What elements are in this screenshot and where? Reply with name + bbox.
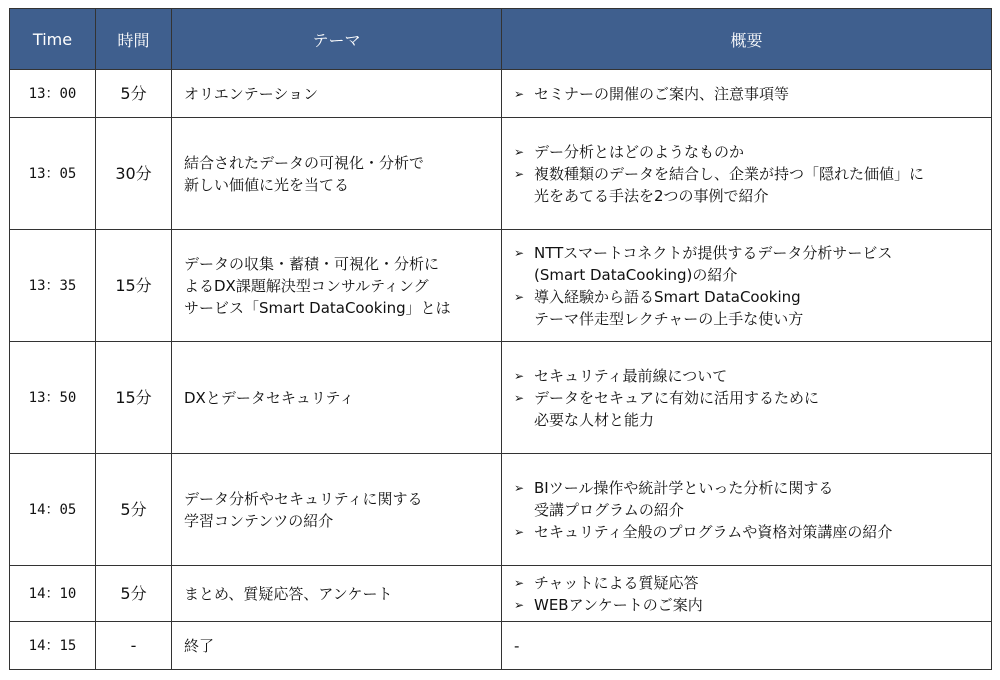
theme-cell — [172, 622, 502, 670]
summary-bullet — [514, 521, 991, 543]
theme-text: 結合されたデータの可視化・分析で 新しい価値に光を当てる — [184, 153, 425, 194]
time-cell: 14：05 — [10, 454, 96, 566]
bullet-text: デー分析とはどのようなものか — [534, 142, 745, 161]
bullet-text: 複数種類のデータを結合し、企業が持つ「隠れた価値」に 光をあてる手法を2つの事例で紹介 — [534, 164, 925, 205]
arrow-right-icon: ➢ — [514, 245, 525, 260]
theme-text: オリエンテーション — [184, 84, 319, 103]
time-cell: 13：35 — [10, 230, 96, 342]
arrow-right-icon: ➢ — [514, 166, 525, 181]
theme-cell — [172, 566, 502, 622]
time-cell: 14：15 — [10, 622, 96, 670]
summary-bullet — [514, 163, 991, 207]
summary-text: - — [514, 636, 520, 655]
summary-cell — [502, 454, 992, 566]
arrow-right-icon: ➢ — [514, 289, 525, 304]
duration-cell: 5分 — [96, 70, 172, 118]
summary-cell — [502, 342, 992, 454]
bullet-text: セキュリティ最前線について — [534, 366, 728, 385]
table-row — [10, 454, 992, 566]
bullet-text: BIツール操作や統計学といった分析に関する 受講プログラムの紹介 — [534, 478, 834, 519]
time-cell: 13：05 — [10, 118, 96, 230]
table-row — [10, 70, 992, 118]
summary-cell — [502, 230, 992, 342]
theme-cell — [172, 342, 502, 454]
summary-cell — [502, 118, 992, 230]
table-row — [10, 342, 992, 454]
theme-text: まとめ、質疑応答、アンケート — [184, 584, 393, 603]
summary-bullet — [514, 477, 991, 521]
theme-text: データ分析やセキュリティに関する 学習コンテンツの紹介 — [184, 489, 423, 530]
theme-cell — [172, 70, 502, 118]
arrow-right-icon: ➢ — [514, 390, 525, 405]
summary-bullet — [514, 572, 991, 594]
header-summary: 概要 — [502, 9, 992, 70]
theme-cell — [172, 454, 502, 566]
bullet-text: 導入経験から語るSmart DataCooking テーマ伴走型レクチャーの上手な使い方 — [534, 287, 804, 328]
summary-bullet — [514, 365, 991, 387]
time-cell: 14：10 — [10, 566, 96, 622]
bullet-text: データをセキュアに有効に活用するために 必要な人材と能力 — [534, 388, 820, 429]
time-cell: 13：00 — [10, 70, 96, 118]
table-row — [10, 566, 992, 622]
summary-bullet — [514, 141, 991, 163]
table-row — [10, 622, 992, 670]
header-row — [10, 9, 992, 70]
theme-text: データの収集・蓄積・可視化・分析に よるDX課題解決型コンサルティング サービス「Smart DataCooking」とは — [184, 254, 451, 317]
duration-cell: 5分 — [96, 566, 172, 622]
theme-cell — [172, 118, 502, 230]
duration-cell: 30分 — [96, 118, 172, 230]
agenda-table — [9, 8, 992, 670]
theme-cell — [172, 230, 502, 342]
duration-cell: 15分 — [96, 342, 172, 454]
summary-cell — [502, 566, 992, 622]
table-row — [10, 118, 992, 230]
duration-cell: - — [96, 622, 172, 670]
arrow-right-icon: ➢ — [514, 597, 525, 612]
arrow-right-icon: ➢ — [514, 575, 525, 590]
summary-bullet — [514, 242, 991, 286]
arrow-right-icon: ➢ — [514, 144, 525, 159]
summary-cell — [502, 622, 992, 670]
arrow-right-icon: ➢ — [514, 86, 525, 101]
bullet-text: セミナーの開催のご案内、注意事項等 — [534, 84, 790, 103]
header-theme: テーマ — [172, 9, 502, 70]
bullet-text: セキュリティ全般のプログラムや資格対策講座の紹介 — [534, 522, 893, 541]
theme-text: DXとデータセキュリティ — [184, 388, 355, 407]
time-cell: 13：50 — [10, 342, 96, 454]
summary-bullet — [514, 594, 991, 616]
duration-cell: 15分 — [96, 230, 172, 342]
summary-bullet — [514, 286, 991, 330]
bullet-text: NTTスマートコネクトが提供するデータ分析サービス (Smart DataCooking)の紹介 — [534, 243, 893, 284]
arrow-right-icon: ➢ — [514, 480, 525, 495]
header-duration: 時間 — [96, 9, 172, 70]
summary-bullet — [514, 387, 991, 431]
bullet-text: WEBアンケートのご案内 — [534, 595, 703, 614]
header-time: Time — [10, 9, 96, 70]
duration-cell: 5分 — [96, 454, 172, 566]
arrow-right-icon: ➢ — [514, 368, 525, 383]
arrow-right-icon: ➢ — [514, 524, 525, 539]
bullet-text: チャットによる質疑応答 — [534, 573, 699, 592]
table-row — [10, 230, 992, 342]
theme-text: 終了 — [184, 636, 215, 655]
summary-bullet — [514, 83, 991, 105]
summary-cell — [502, 70, 992, 118]
